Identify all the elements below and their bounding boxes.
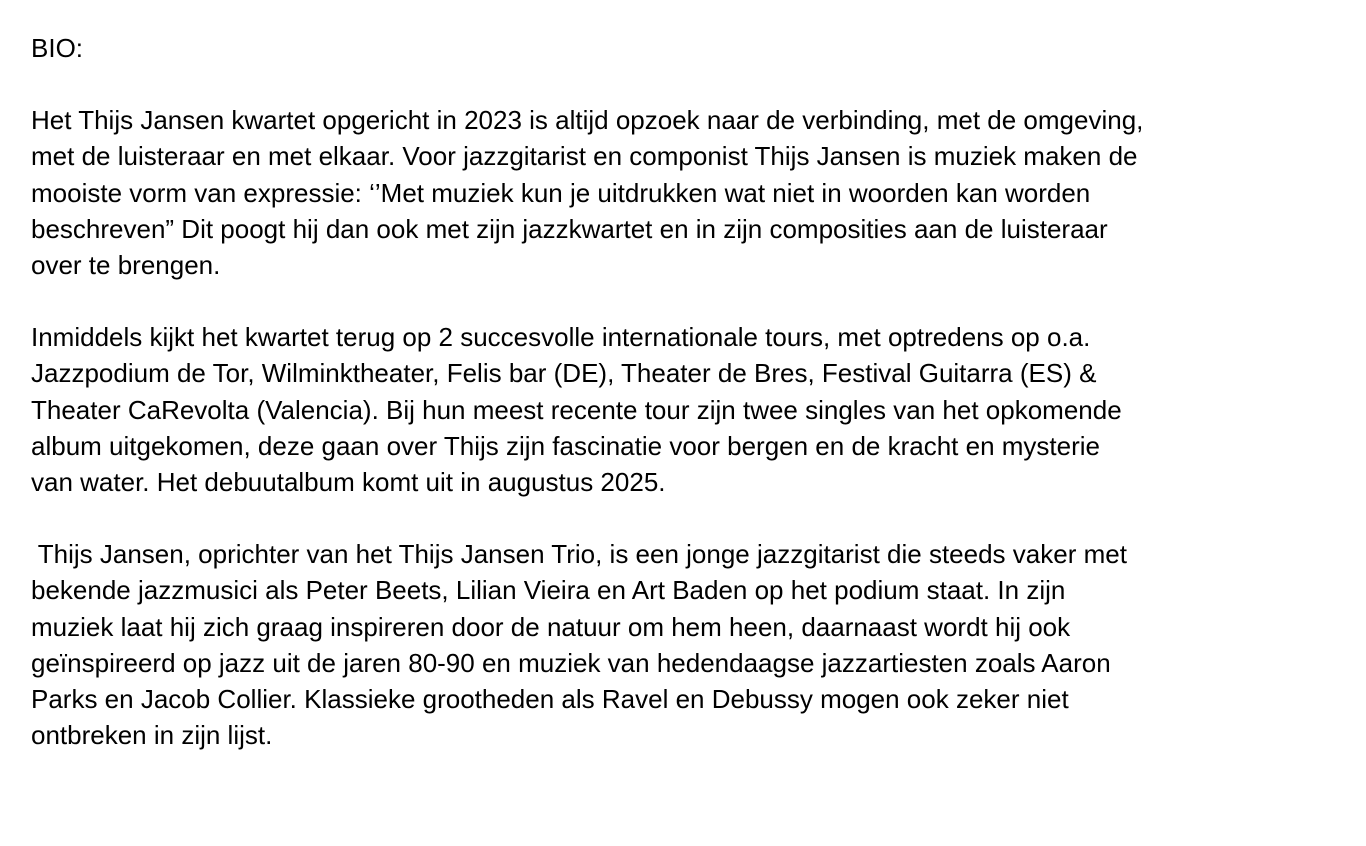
paragraph-line: ontbreken in zijn lijst. (31, 720, 273, 751)
paragraph-line: Theater CaRevolta (Valencia). Bij hun meest recente tour zijn twee singles van het opkomende (31, 394, 1122, 425)
paragraph-line: mooiste vorm van expressie: ‘’Met muziek kun je uitdrukken wat niet in woorden kan worden (31, 177, 1091, 208)
paragraph-about-thijs (31, 536, 1326, 753)
bio-heading: BIO: (31, 33, 84, 63)
paragraph-line: Jazzpodium de Tor, Wilminktheater, Felis bar (DE), Theater de Bres, Festival Guitarra (ES) & (31, 358, 1097, 389)
paragraph-line: van water. Het debuutalbum komt uit in augustus 2025. (31, 467, 666, 498)
paragraph-intro (31, 102, 1326, 283)
paragraph-line: met de luisteraar en met elkaar. Voor jazzgitarist en componist Thijs Jansen is muziek maken de (31, 141, 1138, 172)
paragraph-line: beschreven” Dit poogt hij dan ook met zijn jazzkwartet en in zijn composities aan de luisteraar (31, 213, 1108, 244)
paragraph-line: muziek laat hij zich graag inspireren door de natuur om hem heen, daarnaast wordt hij ook (31, 611, 1071, 642)
paragraph-line: Het Thijs Jansen kwartet opgericht in 2023 is altijd opzoek naar de verbinding, met de omgeving, (31, 105, 1144, 136)
paragraph-tours (31, 319, 1326, 500)
paragraph-line: Inmiddels kijkt het kwartet terug op 2 succesvolle internationale tours, met optredens op o.a. (31, 322, 1091, 353)
paragraph-line: bekende jazzmusici als Peter Beets, Lilian Vieira en Art Baden op het podium staat. In zijn (31, 575, 1066, 606)
paragraph-line: geïnspireerd op jazz uit de jaren 80-90 en muziek van hedendaagse jazzartiesten zoals Aaron (31, 647, 1111, 678)
paragraph-line: Thijs Jansen, oprichter van het Thijs Jansen Trio, is een jonge jazzgitarist die steeds vaker met (31, 539, 1127, 570)
paragraph-line: Parks en Jacob Collier. Klassieke grootheden als Ravel en Debussy mogen ook zeker niet (31, 684, 1069, 715)
paragraph-line: album uitgekomen, deze gaan over Thijs zijn fascinatie voor bergen en de kracht en mysterie (31, 430, 1100, 461)
paragraph-line: over te brengen. (31, 250, 221, 281)
